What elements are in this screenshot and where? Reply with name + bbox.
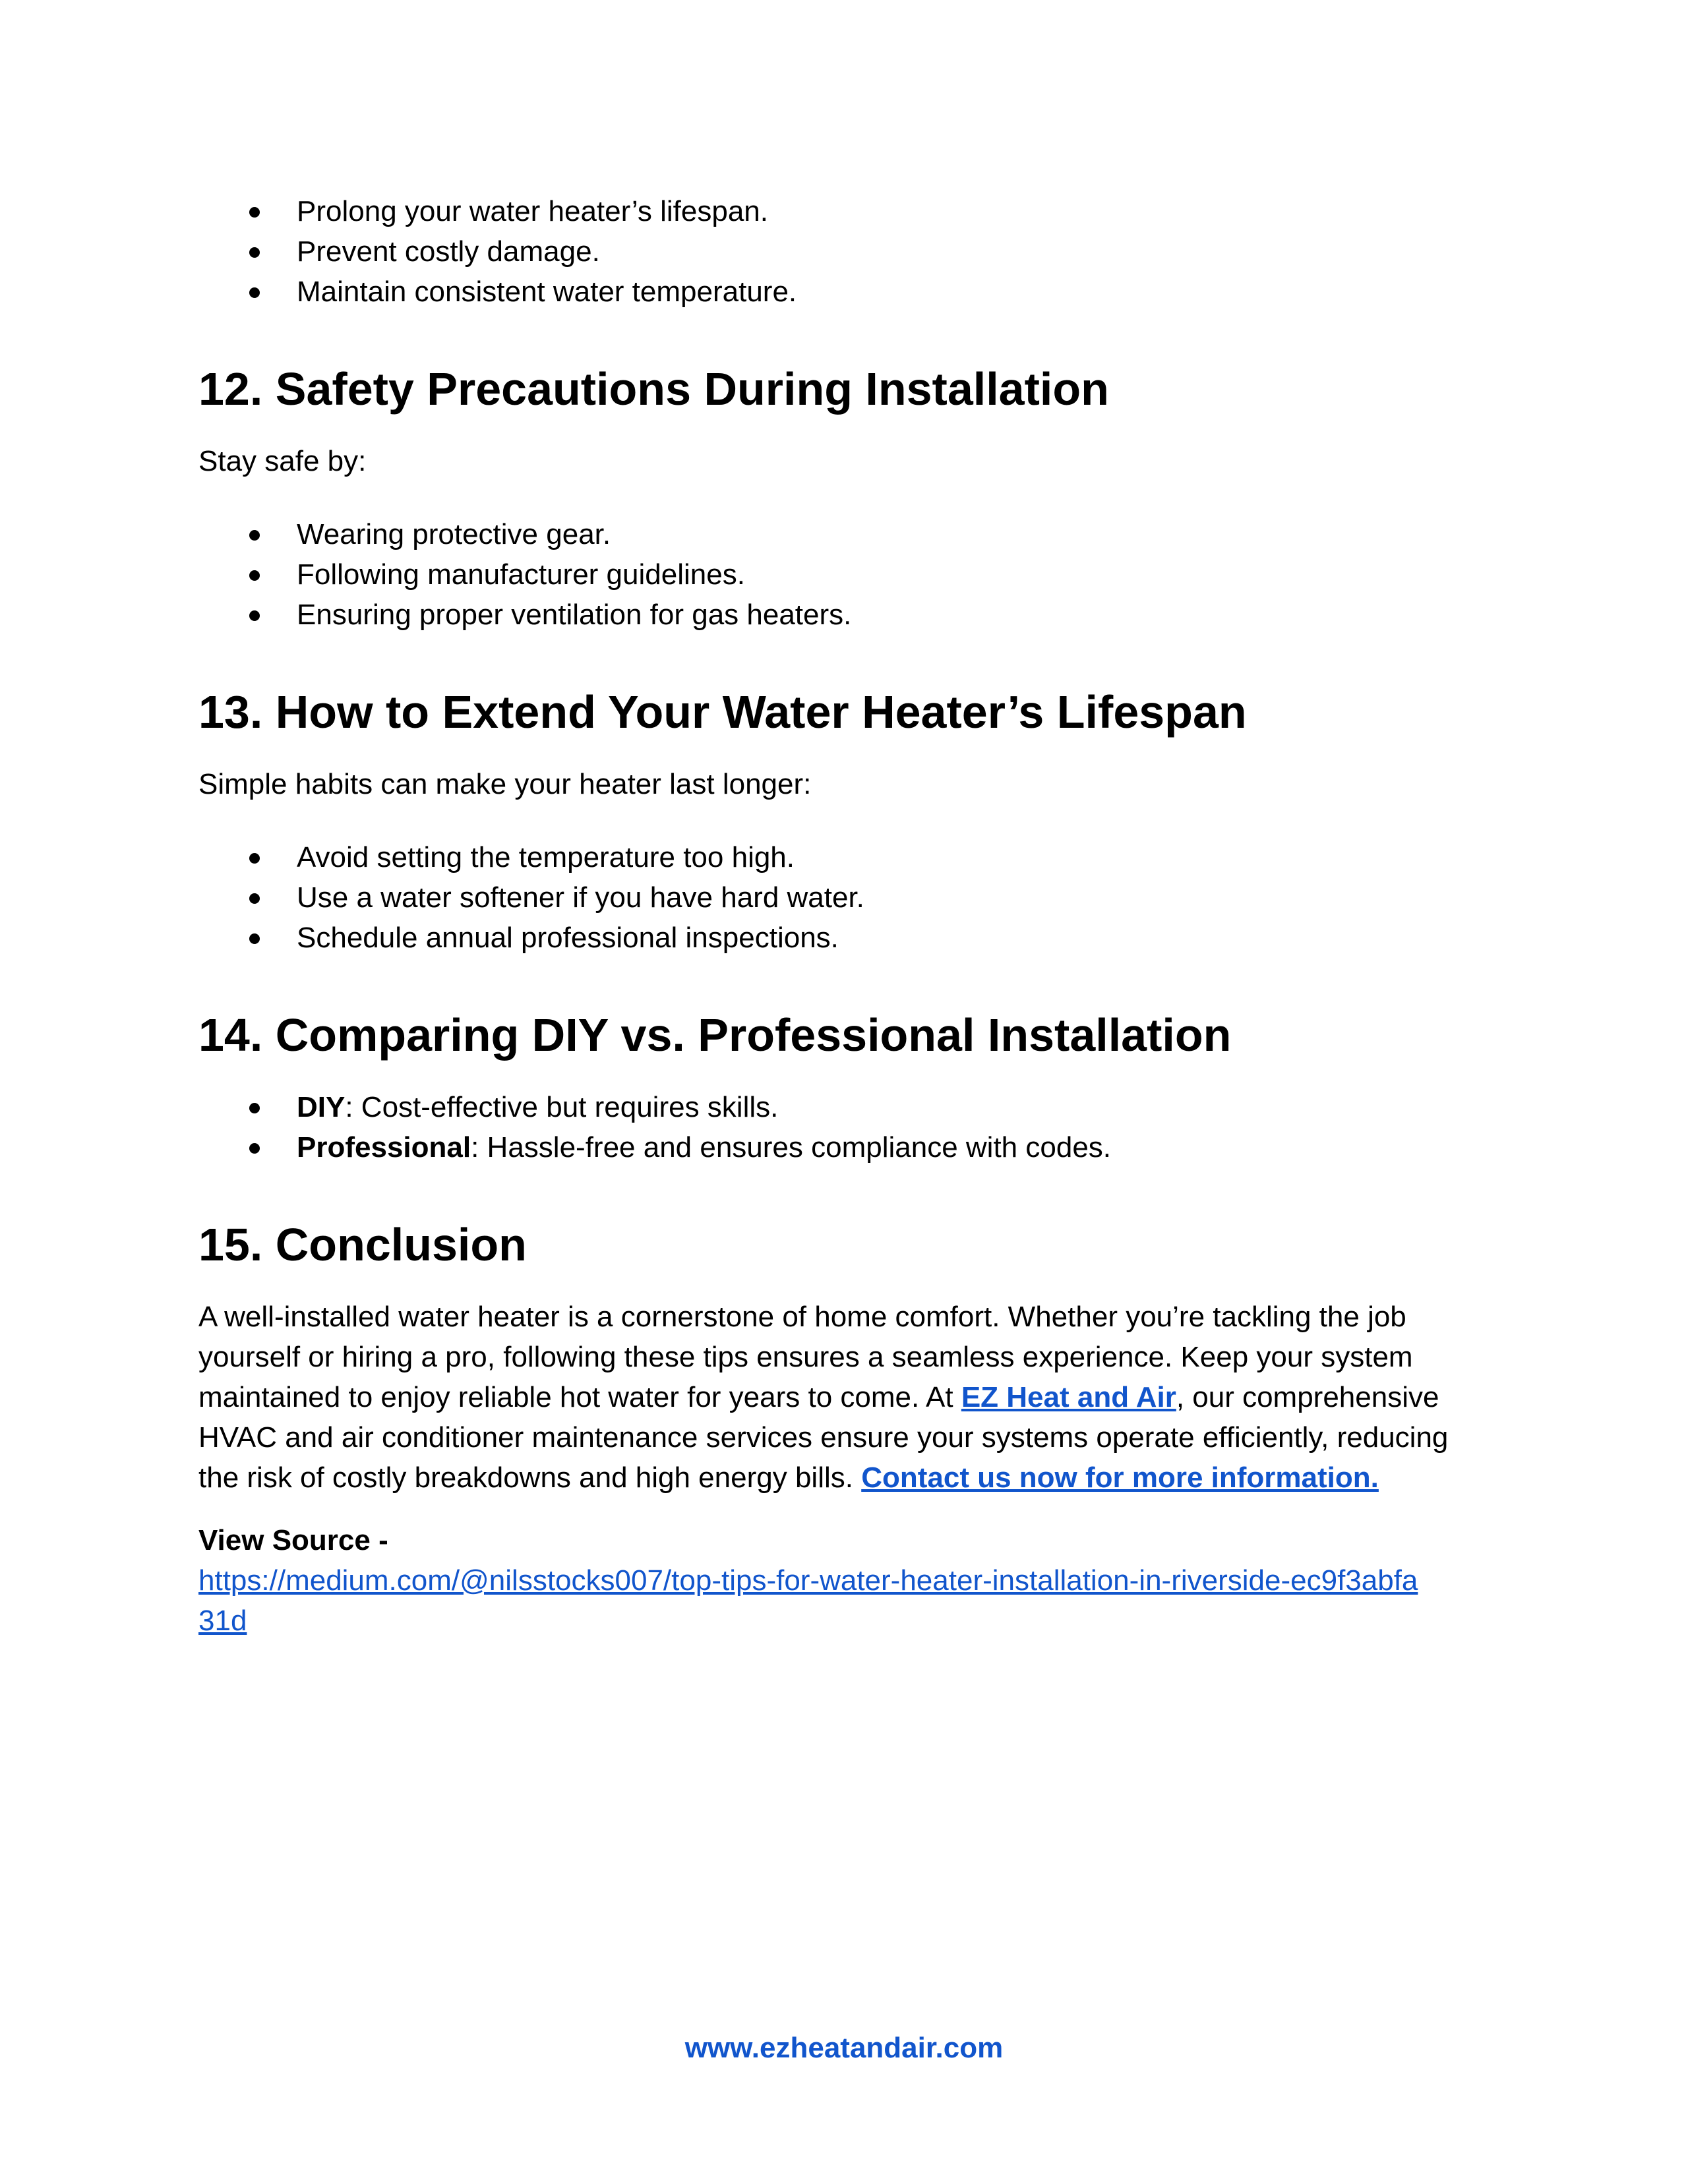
bullet-icon: [249, 893, 260, 904]
list-item: Wearing protective gear.: [198, 514, 1491, 554]
list-item: Ensuring proper ventilation for gas heaters.: [198, 595, 1491, 635]
term-professional: Professional: [297, 1131, 471, 1164]
bullet-icon: [249, 610, 260, 621]
section-13-bullet-list: [198, 837, 1491, 958]
conclusion-paragraph: A well-installed water heater is a cornerstone of home comfort. Whether you’re tackling the job yourself or hiring a pro, following these tips ensures a seamless experience. Keep your system maintained to enjoy reliable hot water for years to come. At EZ Heat and Air, our comprehensive HVAC and air conditioner maintenance services ensure your systems operate efficiently, reducing the risk of costly breakdowns and high energy bills. Contact us now for more information.: [198, 1301, 1449, 1494]
ez-heat-and-air-link[interactable]: EZ Heat and Air: [961, 1381, 1176, 1413]
bullet-icon: [249, 933, 260, 944]
list-item: Prevent costly damage.: [198, 231, 1491, 272]
bullet-icon: [249, 1103, 260, 1113]
list-item: Following manufacturer guidelines.: [198, 554, 1491, 595]
source-url-block: [198, 1560, 1491, 1641]
contact-us-link[interactable]: Contact us now for more information.: [861, 1461, 1379, 1494]
bullet-icon: [249, 570, 260, 581]
list-item: Schedule annual professional inspections.: [198, 918, 1491, 958]
view-source-label: View Source -: [198, 1524, 388, 1556]
list-item: DIY: Cost-effective but requires skills.: [198, 1087, 1491, 1127]
section-12-bullet-list: [198, 514, 1491, 635]
section-15-heading: 15. Conclusion: [198, 1219, 527, 1270]
bullet-icon: [249, 247, 260, 258]
section-13-intro: Simple habits can make your heater last longer:: [198, 768, 812, 800]
bullet-icon: [249, 530, 260, 541]
section-14-heading: 14. Comparing DIY vs. Professional Installation: [198, 1009, 1232, 1061]
section-14-bullet-list: [198, 1087, 1491, 1167]
bullet-icon: [249, 853, 260, 864]
list-item: Use a water softener if you have hard water.: [198, 877, 1491, 918]
source-url-link[interactable]: https://medium.com/@nilsstocks007/top-tips-for-water-heater-installation-in-riverside-ec9f3abfa 31d: [198, 1564, 1418, 1637]
document-page: [198, 191, 1491, 1641]
list-item: Avoid setting the temperature too high.: [198, 837, 1491, 877]
list-item: Prolong your water heater’s lifespan.: [198, 191, 1491, 231]
footer-website-link[interactable]: www.ezheatandair.com: [684, 2032, 1004, 2064]
bullet-icon: [249, 287, 260, 298]
section-12-heading: 12. Safety Precautions During Installation: [198, 363, 1109, 415]
section-12-intro: Stay safe by:: [198, 445, 367, 477]
bullet-icon: [249, 1143, 260, 1154]
list-item: Maintain consistent water temperature.: [198, 272, 1491, 312]
section-13-heading: 13. How to Extend Your Water Heater’s Lifespan: [198, 686, 1247, 738]
intro-bullet-list: [198, 191, 1491, 312]
bullet-icon: [249, 207, 260, 218]
term-diy: DIY: [297, 1091, 346, 1123]
list-item: Professional: Hassle-free and ensures compliance with codes.: [198, 1127, 1491, 1167]
